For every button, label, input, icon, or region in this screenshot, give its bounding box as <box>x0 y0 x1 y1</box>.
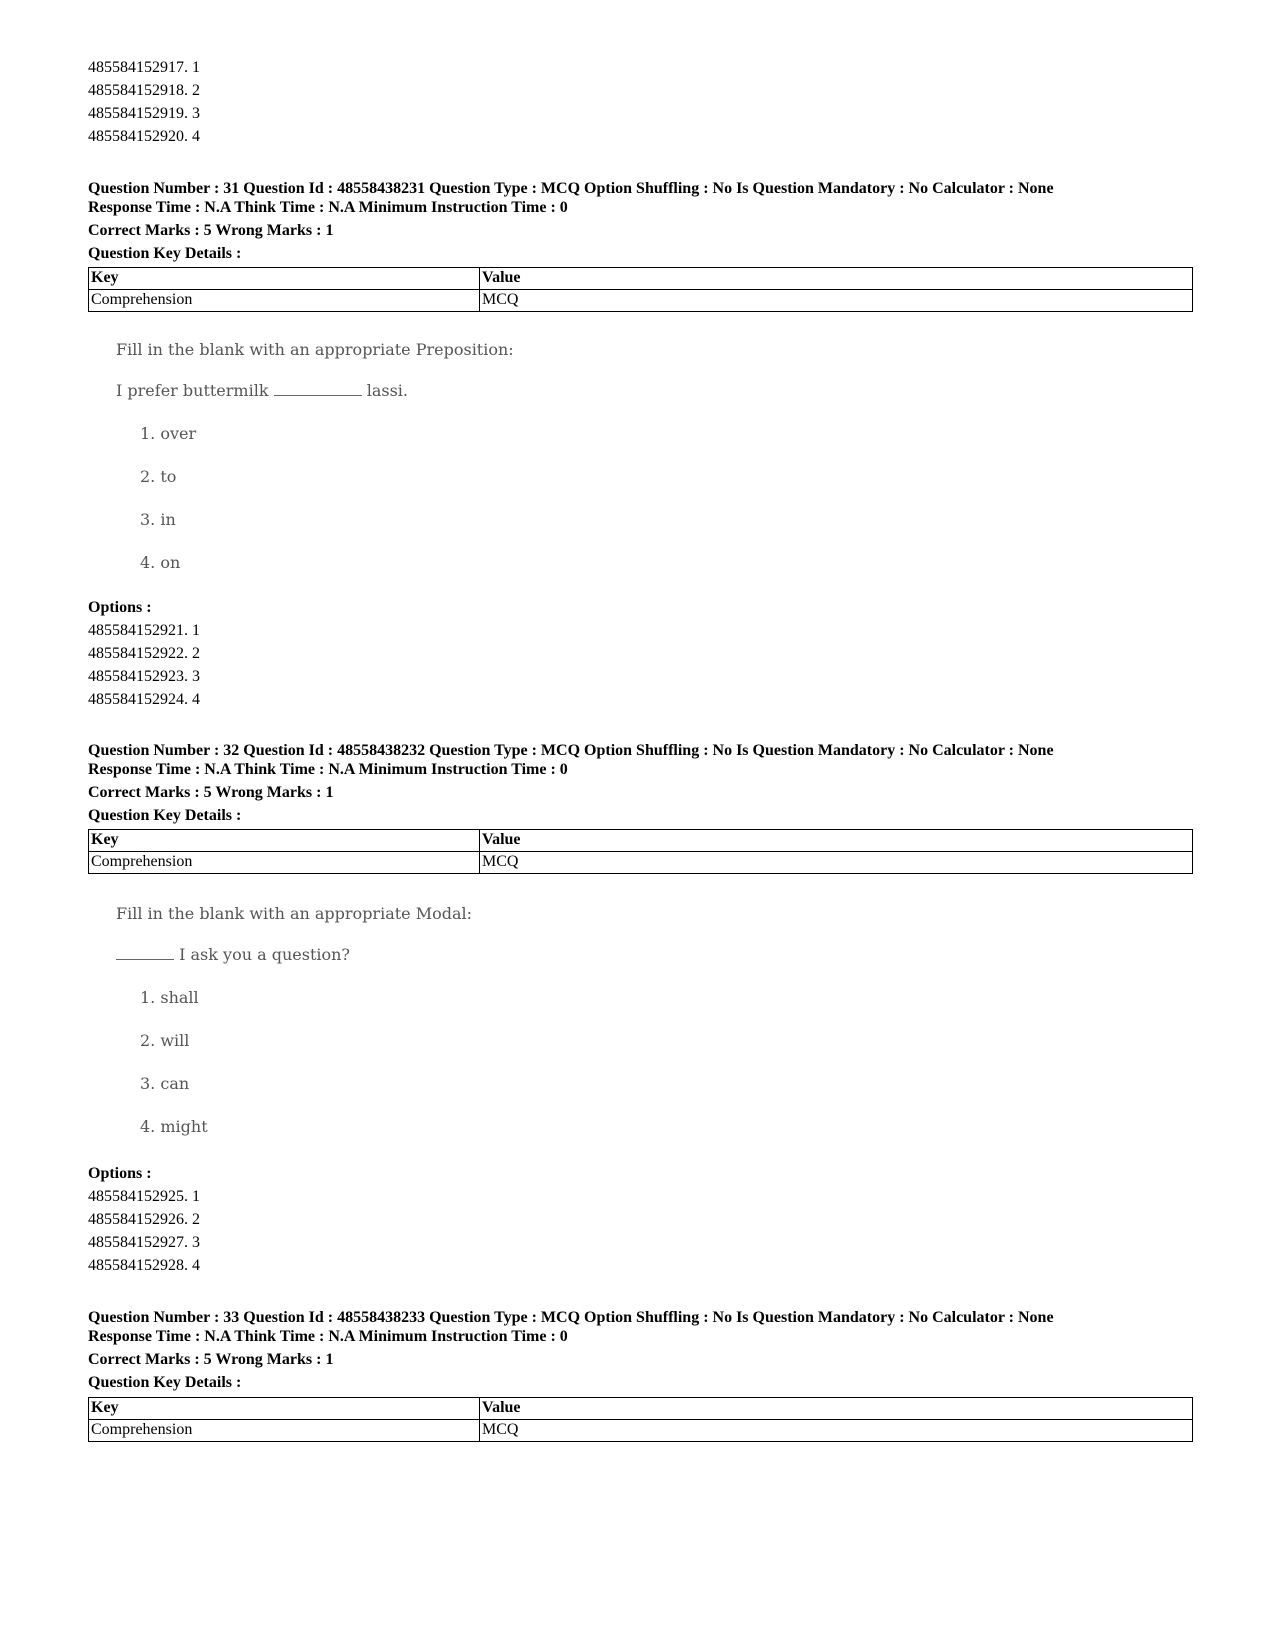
question-prompt: Fill in the blank with an appropriate Modal: <box>116 904 473 923</box>
question-key-table <box>88 829 1193 874</box>
table-cell-value: MCQ <box>480 290 1193 312</box>
option-line: 485584152925. 1 <box>88 1188 200 1205</box>
choice-item: 3. in <box>140 510 176 529</box>
question-meta-line1: Question Number : 32 Question Id : 48558438232 Question Type : MCQ Option Shuffling : No Is Question Mandatory : No Calculator : None <box>88 742 1054 759</box>
question-key-table <box>88 1397 1193 1442</box>
option-line: 485584152918. 2 <box>88 82 200 99</box>
option-line: 485584152924. 4 <box>88 691 200 708</box>
option-line: 485584152917. 1 <box>88 59 200 76</box>
question-key-details-label: Question Key Details : <box>88 807 242 824</box>
question-meta-line2: Response Time : N.A Think Time : N.A Minimum Instruction Time : 0 <box>88 761 568 778</box>
table-cell-value: MCQ <box>480 852 1193 874</box>
options-label: Options : <box>88 1165 152 1182</box>
table-row <box>89 1420 1193 1442</box>
question-marks: Correct Marks : 5 Wrong Marks : 1 <box>88 1351 334 1368</box>
table-cell-key: Comprehension <box>89 1420 480 1442</box>
option-line: 485584152927. 3 <box>88 1234 200 1251</box>
question-prompt: Fill in the blank with an appropriate Preposition: <box>116 340 514 359</box>
table-header-value: Value <box>480 1398 1193 1420</box>
option-line: 485584152926. 2 <box>88 1211 200 1228</box>
table-header-row <box>89 1398 1193 1420</box>
question-stem-after: I ask you a question? <box>179 945 351 964</box>
question-meta-line1: Question Number : 31 Question Id : 48558438231 Question Type : MCQ Option Shuffling : No Is Question Mandatory : No Calculator : None <box>88 180 1054 197</box>
table-header-key: Key <box>89 830 480 852</box>
option-line: 485584152921. 1 <box>88 622 200 639</box>
choice-item: 4. might <box>140 1117 208 1136</box>
question-meta-line1: Question Number : 33 Question Id : 48558438233 Question Type : MCQ Option Shuffling : No Is Question Mandatory : No Calculator : None <box>88 1309 1054 1326</box>
question-image <box>116 902 536 1142</box>
options-label: Options : <box>88 599 152 616</box>
question-stem-after: lassi. <box>366 381 408 400</box>
choice-item: 1. shall <box>140 988 199 1007</box>
question-meta-line2: Response Time : N.A Think Time : N.A Minimum Instruction Time : 0 <box>88 1328 568 1345</box>
choice-item: 3. can <box>140 1074 190 1093</box>
choice-item: 4. on <box>140 553 181 572</box>
question-stem <box>116 945 350 964</box>
question-key-details-label: Question Key Details : <box>88 245 242 262</box>
blank-line <box>116 945 174 960</box>
option-line: 485584152920. 4 <box>88 128 200 145</box>
question-stem-before: I prefer buttermilk <box>116 381 269 400</box>
question-key-table <box>88 267 1193 312</box>
table-cell-value: MCQ <box>480 1420 1193 1442</box>
table-header-value: Value <box>480 268 1193 290</box>
choice-item: 1. over <box>140 424 197 443</box>
table-header-value: Value <box>480 830 1193 852</box>
option-line: 485584152919. 3 <box>88 105 200 122</box>
choice-item: 2. will <box>140 1031 190 1050</box>
table-header-row <box>89 830 1193 852</box>
question-key-details-label: Question Key Details : <box>88 1374 242 1391</box>
option-line: 485584152922. 2 <box>88 645 200 662</box>
table-header-key: Key <box>89 268 480 290</box>
question-marks: Correct Marks : 5 Wrong Marks : 1 <box>88 222 334 239</box>
table-cell-key: Comprehension <box>89 290 480 312</box>
table-cell-key: Comprehension <box>89 852 480 874</box>
question-meta-line2: Response Time : N.A Think Time : N.A Minimum Instruction Time : 0 <box>88 199 568 216</box>
table-row <box>89 290 1193 312</box>
table-header-row <box>89 268 1193 290</box>
choice-item: 2. to <box>140 467 177 486</box>
blank-line <box>274 381 362 396</box>
table-header-key: Key <box>89 1398 480 1420</box>
table-row <box>89 852 1193 874</box>
option-line: 485584152923. 3 <box>88 668 200 685</box>
question-image <box>116 338 536 578</box>
question-marks: Correct Marks : 5 Wrong Marks : 1 <box>88 784 334 801</box>
option-line: 485584152928. 4 <box>88 1257 200 1274</box>
question-stem <box>116 381 408 400</box>
